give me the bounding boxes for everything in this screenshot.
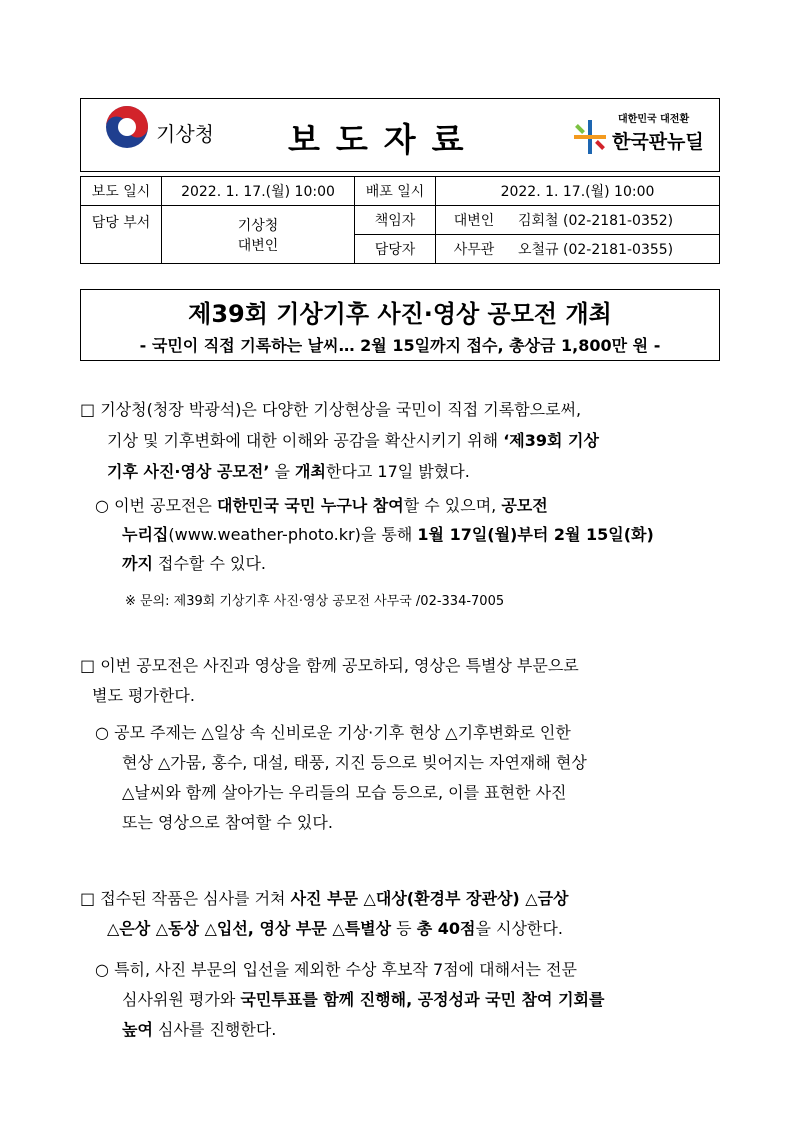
paragraph-1-line-2	[107, 428, 599, 451]
report-date-value: 2022. 1. 17.(월) 10:00	[162, 177, 355, 206]
text: 심사위원 평가와	[122, 990, 241, 1009]
paragraph-1-line-1	[80, 397, 581, 420]
partner-tagline: 대한민국 대전환	[618, 114, 690, 125]
subheadline: - 국민이 직접 기록하는 날씨… 2월 15일까지 접수, 총상금 1,800만 원 -	[139, 336, 661, 355]
responsible-name: 김회철 (02-2181-0352)	[512, 206, 720, 235]
square-bullet: □	[80, 400, 96, 419]
paragraph-3-line-2	[107, 916, 563, 939]
paragraph-2-sub-line-2: 현상 △가뭄, 홍수, 대설, 태풍, 지진 등으로 빚어지는 자연재해 현상	[122, 753, 587, 772]
dist-date-label: 배포 일시	[355, 177, 436, 206]
agency-name: 기상청	[156, 122, 214, 146]
paragraph-3-line-1	[80, 886, 569, 909]
text-bold: 기후 사진·영상 공모전’	[107, 462, 270, 481]
inquiry-note: ※ 문의: 제39회 기상기후 사진·영상 공모전 사무국 /02-334-7005	[125, 594, 505, 609]
staff-label: 담당자	[355, 235, 436, 264]
release-info-table	[80, 176, 720, 264]
text: 을	[269, 462, 296, 481]
text-bold: △은상 △동상 △입선, 영상 부문 △특별상	[107, 919, 392, 938]
paragraph-1-sub-line-1	[95, 493, 548, 516]
text: 심사를 진행한다.	[152, 1020, 277, 1039]
text: (www.weather-photo.kr)을 통해	[168, 525, 418, 544]
text: 이번 공모전은	[114, 496, 217, 515]
staff-name: 오철규 (02-2181-0355)	[512, 235, 720, 264]
dept-office: 대변인	[237, 237, 279, 254]
paragraph-2-sub-line-1	[95, 720, 571, 743]
text-bold: 국민투표를 함께 진행해, 공정성과 국민 참여 기회를	[240, 990, 605, 1009]
paragraph-1-line-3	[107, 459, 470, 482]
circle-bullet: ○	[95, 496, 109, 515]
paragraph-1-sub-line-2	[122, 522, 654, 545]
text: 특히, 사진 부문의 입선을 제외한 수상 후보작 7점에 대해서는 전문	[114, 960, 577, 979]
staff-title: 사무관	[436, 235, 513, 264]
text: 이번 공모전은 사진과 영상을 함께 공모하되, 영상은 특별상 부문으로	[100, 656, 579, 675]
text: 등	[391, 919, 417, 938]
text: 공모 주제는 △일상 속 신비로운 기상·기후 현상 △기후변화로 인한	[114, 723, 571, 742]
text: 기상 및 기후변화에 대한 이해와 공감을 확산시키기 위해	[107, 431, 504, 450]
paragraph-1-sub-line-3	[122, 551, 266, 574]
report-date-label: 보도 일시	[81, 177, 162, 206]
text-bold: 누리집	[122, 525, 169, 544]
responsible-label: 책임자	[355, 206, 436, 235]
circle-bullet: ○	[95, 723, 109, 742]
paragraph-3-sub-line-1	[95, 957, 577, 980]
circle-bullet: ○	[95, 960, 109, 979]
text-bold: 사진 부문 △대상(환경부 장관상) △금상	[290, 889, 569, 908]
text: 을 시상한다.	[475, 919, 563, 938]
text-bold: 공모전	[501, 496, 548, 515]
partner-name: 한국판뉴딜	[612, 131, 704, 153]
paragraph-2-sub-line-4: 또는 영상으로 참여할 수 있다.	[122, 813, 333, 832]
text-bold: 개최	[295, 462, 326, 481]
paragraph-2-line-1	[80, 653, 579, 676]
paragraph-2-sub-line-3: △날씨와 함께 살아가는 우리들의 모습 등으로, 이를 표현한 사진	[122, 783, 567, 802]
text-bold: 총 40점	[416, 919, 476, 938]
paragraph-3-sub-line-2	[122, 987, 604, 1010]
korean-new-deal-logo-icon	[572, 118, 608, 156]
headline-box	[80, 289, 720, 361]
kma-logo-icon	[104, 104, 150, 150]
text-bold: 1월 17일(월)부터 2월 15일(화)	[417, 525, 654, 544]
square-bullet: □	[80, 656, 96, 675]
headline: 제39회 기상기후 사진·영상 공모전 개최	[188, 300, 612, 328]
dept-value	[162, 206, 355, 264]
dist-date-value: 2022. 1. 17.(월) 10:00	[436, 177, 720, 206]
text: 접수된 작품은 심사를 거쳐	[100, 889, 291, 908]
text-bold: 대한민국 국민 누구나 참여	[216, 496, 404, 515]
text: 한다고 17일 밝혔다.	[325, 462, 470, 481]
text-bold: 높여	[122, 1020, 153, 1039]
press-release-title: 보도자료	[288, 120, 480, 159]
paragraph-2-line-2: 별도 평가한다.	[92, 686, 195, 705]
paragraph-3-sub-line-3	[122, 1017, 276, 1040]
text: 기상청(청장 박광석)은 다양한 기상현상을 국민이 직접 기록함으로써,	[100, 400, 582, 419]
text: 할 수 있으며,	[403, 496, 502, 515]
responsible-title: 대변인	[436, 206, 513, 235]
dept-label: 담당 부서	[81, 206, 162, 264]
square-bullet: □	[80, 889, 96, 908]
text-bold: ‘제39회 기상	[503, 431, 599, 450]
text: 접수할 수 있다.	[152, 554, 267, 573]
dept-agency: 기상청	[237, 217, 279, 234]
text-bold: 까지	[122, 554, 153, 573]
